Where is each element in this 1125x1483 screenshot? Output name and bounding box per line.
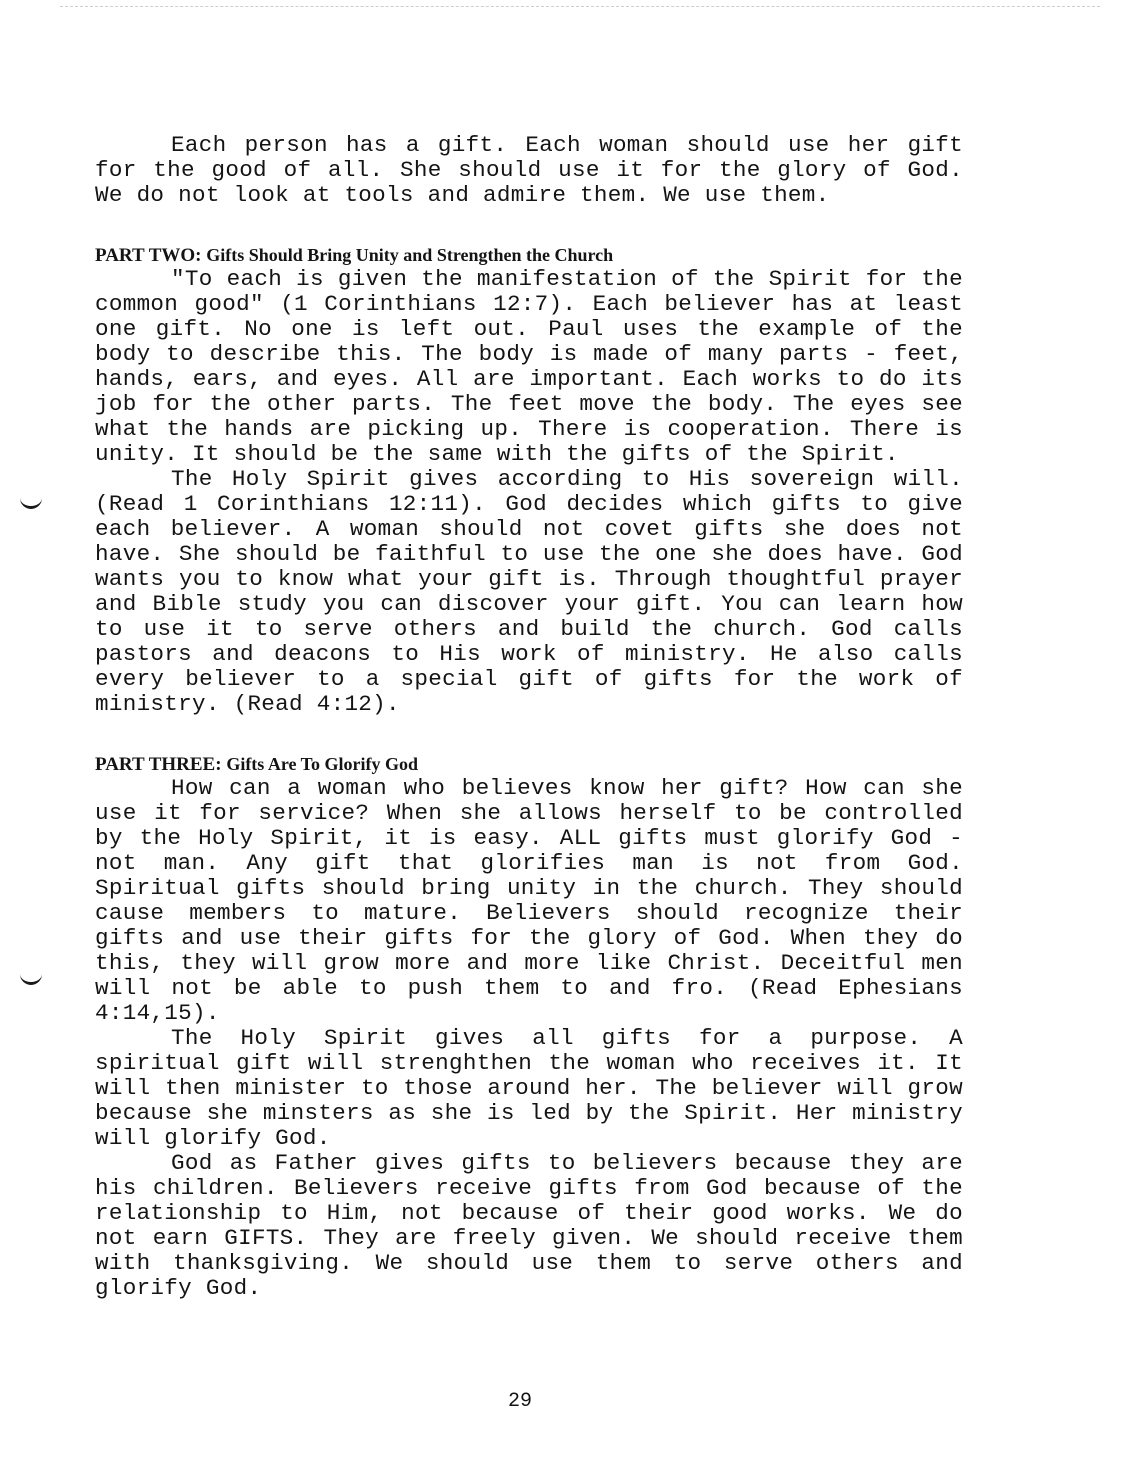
part-three-paragraph: God as Father gives gifts to believers because they are his children. Believers receive gifts from God because of the relationship to Him, not because of their good works. We do not earn GIFTS. They are freely given. We should receive them with thanksgiving. We should use them to serve others and glorify God. (95, 1150, 963, 1301)
scan-artifact-line (60, 6, 1100, 11)
binding-mark (20, 973, 42, 985)
page-number: 29 (507, 1390, 532, 1413)
part-three-heading (95, 753, 963, 776)
part-three-paragraph: The Holy Spirit gives all gifts for a purpose. A spiritual gift will strenghthen the woman who receives it. It will then minister to those around her. The believer will grow because she minsters as she is led by the Spirit. Her ministry will glorify God. (95, 1025, 963, 1151)
section-spacer (95, 717, 963, 753)
page-content (95, 133, 963, 1301)
binding-mark (20, 497, 42, 509)
part-three-paragraph: How can a woman who believes know her gift? How can she use it for service? When she allows herself to be controlled by the Holy Spirit, it is easy. ALL gifts must glorify God - not man. Any gift that glorifies man is not from God. Spiritual gifts should bring unity in the church. They should cause members to mature. Believers should recognize their gifts and use their gifts for the glory of God. When they do this, they will grow more and more like Christ. Deceitful men will not be able to push them to and fro. (Read Ephesians 4:14,15). (95, 775, 963, 1026)
part-two-heading (95, 244, 963, 267)
part-three-title: Gifts Are To Glorify God (226, 754, 418, 774)
part-two-title: Gifts Should Bring Unity and Strengthen the Church (206, 245, 614, 265)
part-two-paragraph: The Holy Spirit gives according to His sovereign will. (Read 1 Corinthians 12:11). God decides which gifts to give each believer. A woman should not covet gifts she does not have. She should be faithful to use the one she does have. God wants you to know what your gift is. Through thoughtful prayer and Bible study you can discover your gift. You can learn how to use it to serve others and build the church. God calls pastors and deacons to His work of ministry. He also calls every believer to a special gift of gifts for the work of ministry. (Read 4:12). (95, 466, 963, 717)
part-two-label: PART TWO: (95, 245, 202, 266)
intro-paragraph: Each person has a gift. Each woman should use her gift for the good of all. She should use it for the glory of God. We do not look at tools and admire them. We use them. (95, 132, 963, 208)
section-spacer (95, 208, 963, 244)
part-three-label: PART THREE: (95, 754, 222, 775)
part-two-paragraph: "To each is given the manifestation of the Spirit for the common good" (1 Corinthians 12:7). Each believer has at least one gift. No one is left out. Paul uses the example of the body to describe this. The body is made of many parts - feet, hands, ears, and eyes. All are important. Each works to do its job for the other parts. The feet move the body. The eyes see what the hands are picking up. There is cooperation. There is unity. It should be the same with the gifts of the Spirit. (95, 266, 963, 467)
